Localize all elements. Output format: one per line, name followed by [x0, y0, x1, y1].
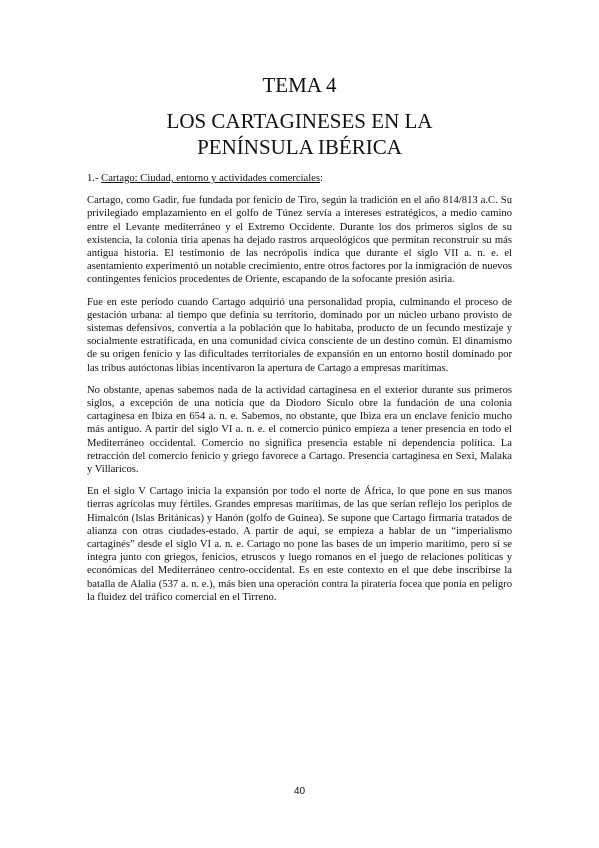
section-title-suffix: : — [320, 173, 323, 184]
paragraph-3: No obstante, apenas sabemos nada de la actividad cartaginesa en el exterior durante sus primeros siglos, a excepción de una noticia que da Diodoro Sículo obre la fundación de una colonia cartaginesa en Ibiza en 654 a. n. e. Sabemos, no obstante, que Ibiza era un enclave fenicio mucho más antiguo. A partir del siglo VI a. n. e. el comercio púnico empieza a tener presencia en todo el Mediterráneo occidental. Comercio no significa presencia estable ni dependencia política. La retracción del comercio fenicio y griego favorece a Cartago. Presencia cartaginesa en Sexi, Malaka y Villaricos. — [87, 384, 512, 476]
section-number: 1.- — [87, 173, 102, 184]
section-heading — [87, 172, 512, 185]
title-block — [0, 72, 599, 160]
paragraph-1: Cartago, como Gadir, fue fundada por fenicio de Tiro, según la tradición en el año 814/813 a.C. Su privilegiado emplazamiento en el golfo de Túnez servía a intereses estratégicos, a medio camino entre el Levante mediterráneo y el Extremo Occidente. Durante los dos primeros siglos de su existencia, la colonia tiria apenas ha dejado rastros arqueológicos que permitan reconstruir su más antigua historia. El testimonio de las necrópolis indica que durante el siglo VII a. n. e. el asentamiento experimentó un notable crecimiento, entre otros factores por la inmigración de nuevos contingentes fenicios procedentes de Oriente, escapando de la sofocante presión asiria. — [87, 195, 512, 286]
chapter-number: TEMA 4 — [262, 73, 337, 97]
chapter-title-line-1: LOS CARTAGINESES EN LA — [166, 109, 433, 133]
paragraph-2: Fue en este período cuando Cartago adquirió una personalidad propia, culminando el proceso de gestación urbana: al tiempo que definía su territorio, dominado por un núcleo urbano provisto de sistemas defensivos, convertía a la población que lo habitaba, producto de un fecundo mestizaje y socialmente estratificada, en una comunidad cívica consciente de un destino común. El dinamismo de su origen fenicio y las dificultades territoriales de expansión en un entorno hostil dominado por las tribus autóctonas libias incentivaron la apertura de Cartago a empresas marítimas. — [87, 296, 512, 374]
chapter-title-line-2: PENÍNSULA IBÉRICA — [197, 135, 402, 159]
section-title: Cartago: Ciudad, entorno y actividades comerciales — [101, 173, 320, 184]
paragraph-4: En el siglo V Cartago inicia la expansión por todo el norte de África, lo que pone en sus manos tierras agrícolas muy fértiles. Grandes empresas marítimas, de las que serían reflejo los periplos de Himalcón (Islas Británicas) y Hanón (golfo de Guinea). Se supone que Cartago firmaría tratados de alianza con otras ciudades-estado. A partir de aquí, se empieza a hablar de un “imperialismo cartaginés” desde el siglo VI a. n. e. Cartago no pone las bases de un imperio marítimo, pero sí se integra junto con griegos, fenicios, etruscos y luego romanos en el juego de relaciones políticas y económicas del Mediterráneo centro-occidental. Es en este contexto en el que debe inscribirse la batalla de Alalia (537 a. n. e.), más bien una operación contra la piratería focea que ponía en peligro la fluidez del tráfico comercial en el Tirreno. — [87, 486, 512, 603]
page-number: 40 — [293, 786, 306, 797]
chapter-title — [0, 108, 599, 160]
body-text — [87, 172, 512, 613]
